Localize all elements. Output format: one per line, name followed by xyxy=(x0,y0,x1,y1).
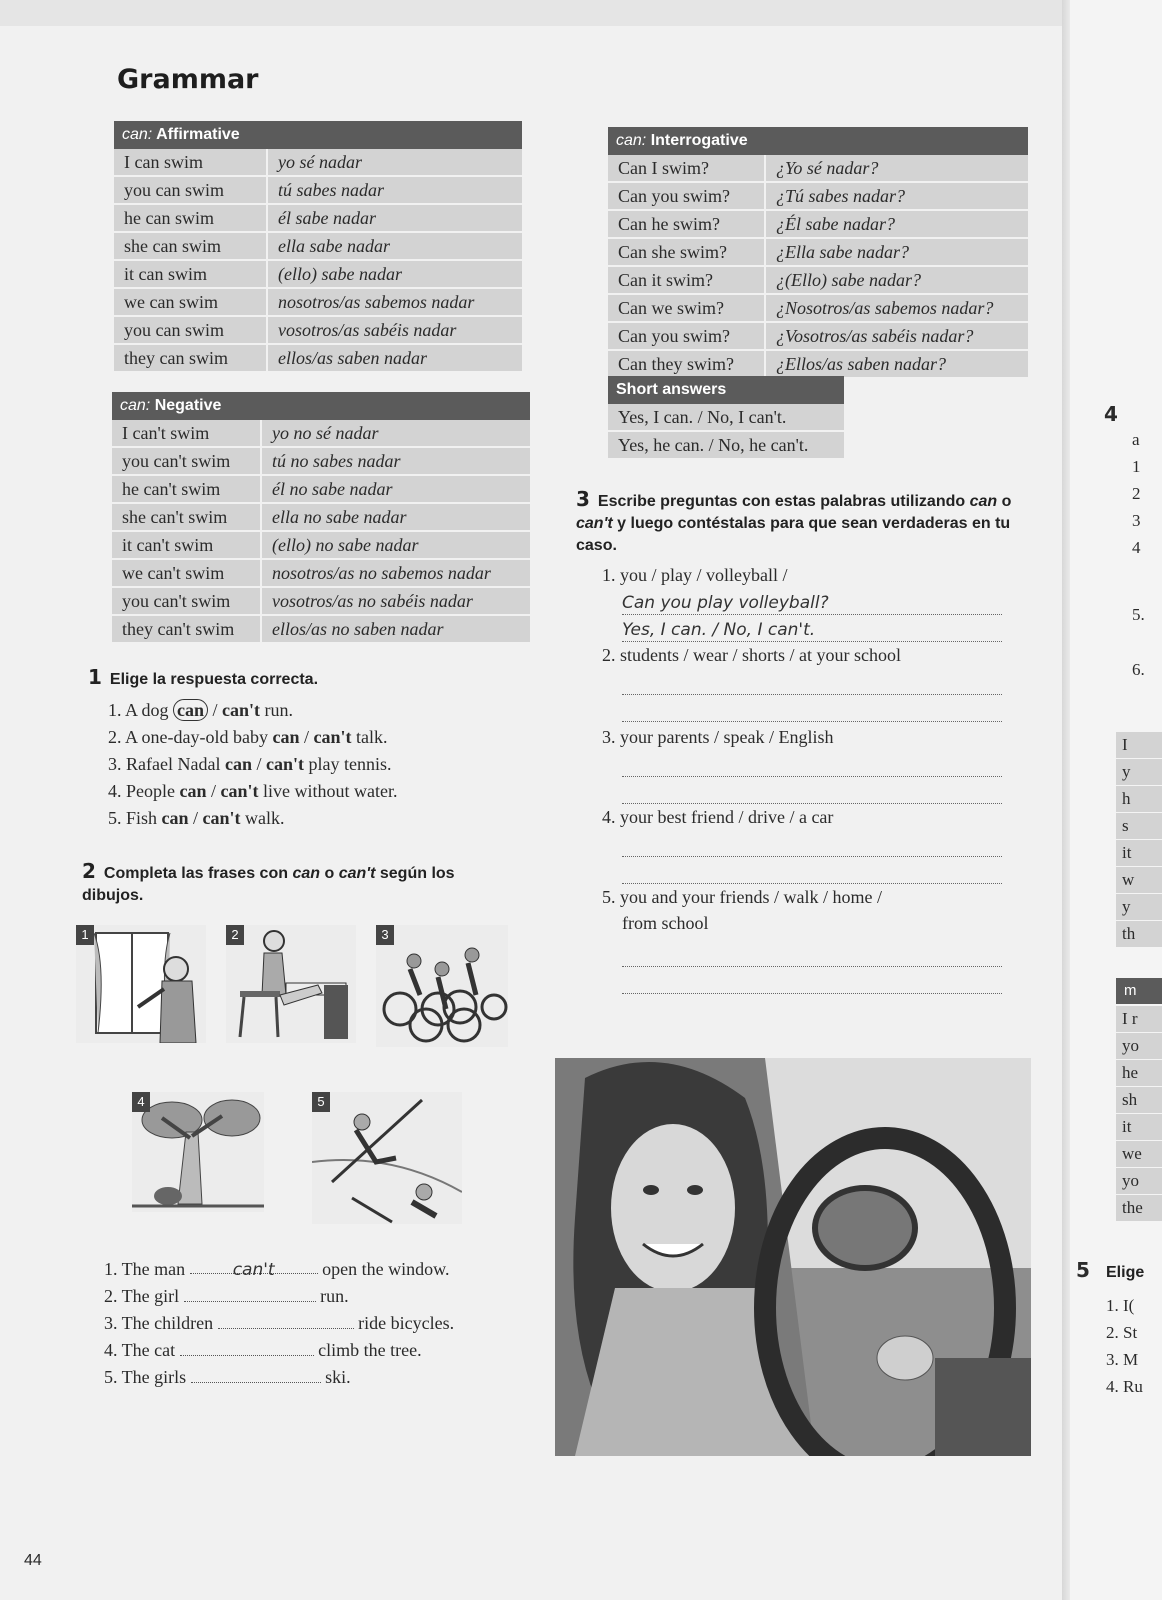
option-separator: / xyxy=(211,781,217,801)
exercise-2-list xyxy=(104,1256,524,1391)
next-page-cell: y xyxy=(1116,759,1162,785)
next-page-cell: s xyxy=(1116,813,1162,839)
tree-illustration xyxy=(132,1092,264,1212)
spanish-translation: ella sabe nadar xyxy=(267,232,522,260)
exercise-2-item xyxy=(104,1337,524,1364)
item-text: 3. Rafael Nadal xyxy=(108,754,221,774)
book-spine xyxy=(1062,0,1070,1600)
next-page-letter: 6. xyxy=(1132,660,1145,679)
answer-blank[interactable] xyxy=(184,1285,316,1302)
answer-line-answer[interactable]: Yes, I can. / No, I can't. xyxy=(622,615,1002,642)
spanish-translation: nosotros/as sabemos nadar xyxy=(267,288,522,316)
short-answer-row xyxy=(608,431,844,459)
item-text: 2. The girl xyxy=(104,1286,180,1306)
exercise-3-item xyxy=(602,642,1002,722)
page-number: 44 xyxy=(24,1552,42,1569)
picture-number: 4 xyxy=(132,1092,150,1112)
next-page-cell: sh xyxy=(1116,1087,1162,1113)
next-page-cell: y xyxy=(1116,894,1162,920)
exercise-3-item xyxy=(602,724,1002,804)
picture-5-girls-skiing xyxy=(312,1092,462,1224)
exercise-number: 2 xyxy=(82,859,96,883)
picture-number: 3 xyxy=(376,925,394,945)
exercise-1-item xyxy=(108,724,528,751)
negative-header: can: Negative xyxy=(112,392,530,420)
option-separator: / xyxy=(212,700,218,720)
affirmative-row xyxy=(114,204,522,232)
item-text-end: play tennis. xyxy=(308,754,392,774)
option-can[interactable]: can xyxy=(173,699,208,721)
next-page-letter: 3 xyxy=(1132,511,1141,530)
interrogative-row xyxy=(608,266,1028,294)
exercise-1-list xyxy=(88,697,528,832)
item-text: 5. Fish xyxy=(108,808,158,828)
english-form: it can't swim xyxy=(112,531,261,559)
next-ex5-number: 5 xyxy=(1076,1258,1090,1282)
english-form: you can swim xyxy=(114,316,267,344)
short-answer: Yes, I can. / No, I can't. xyxy=(608,404,844,431)
item-prompt: 2. students / wear / shorts / at your school xyxy=(602,645,901,665)
spanish-translation: yo no sé nadar xyxy=(261,420,530,447)
affirmative-row xyxy=(114,344,522,372)
spanish-translation: nosotros/as no sabemos nadar xyxy=(261,559,530,587)
next-page-cell: h xyxy=(1116,786,1162,812)
negative-table xyxy=(112,392,530,644)
skiing-illustration xyxy=(312,1092,462,1224)
item-text-end: ride bicycles. xyxy=(358,1313,455,1333)
option-can[interactable]: can xyxy=(161,808,189,828)
answer-line-answer[interactable] xyxy=(622,695,1002,722)
next-page-cell: yo xyxy=(1116,1033,1162,1059)
english-form: Can they swim? xyxy=(608,350,765,378)
next-ex5-item: 2. St xyxy=(1106,1323,1138,1342)
english-form: Can we swim? xyxy=(608,294,765,322)
exercise-3-instruction: 3 Escribe preguntas con estas palabras utilizando can o can't y luego contéstalas para que sean verdaderas en tu caso. xyxy=(576,487,1012,554)
interrogative-row xyxy=(608,322,1028,350)
next-ex4-number: 4 xyxy=(1104,402,1118,426)
next-page-cell: I r xyxy=(1116,1006,1162,1032)
item-prompt: 3. your parents / speak / English xyxy=(602,727,834,747)
spanish-translation: ¿Ellos/as saben nadar? xyxy=(765,350,1028,378)
option-can[interactable]: can xyxy=(224,754,252,774)
photo-girl-driving xyxy=(555,1058,1031,1456)
affirmative-row xyxy=(114,176,522,204)
english-form: you can't swim xyxy=(112,447,261,475)
answer-line-answer[interactable] xyxy=(622,967,1002,994)
interrogative-row xyxy=(608,210,1028,238)
english-form: Can he swim? xyxy=(608,210,765,238)
item-text-end: walk. xyxy=(245,808,285,828)
item-text: 2. A one-day-old baby xyxy=(108,727,268,747)
option-separator: / xyxy=(303,727,309,747)
next-page-cell: it xyxy=(1116,840,1162,866)
spanish-translation: él sabe nadar xyxy=(267,204,522,232)
spanish-translation: ¿(Ello) sabe nadar? xyxy=(765,266,1028,294)
option-separator: / xyxy=(256,754,262,774)
interrogative-row xyxy=(608,294,1028,322)
picture-4-cat-tree xyxy=(132,1092,264,1212)
item-prompt: 1. you / play / volleyball / xyxy=(602,565,788,585)
answer-line-question[interactable] xyxy=(622,830,1002,857)
exercise-1 xyxy=(88,666,528,832)
exercise-2-instruction: 2 Completa las frases con can o can't según los dibujos. xyxy=(82,859,455,904)
english-form: he can swim xyxy=(114,204,267,232)
answer-blank[interactable] xyxy=(218,1312,354,1329)
spanish-translation: (ello) no sabe nadar xyxy=(261,531,530,559)
answer-line-question[interactable] xyxy=(622,750,1002,777)
next-page-table-2 xyxy=(1116,1006,1162,1222)
item-text-end: run. xyxy=(264,700,294,720)
english-form: it can swim xyxy=(114,260,267,288)
exercise-1-item xyxy=(108,697,528,724)
next-page-letter: a xyxy=(1132,430,1140,449)
next-page-table-2-header: m xyxy=(1116,978,1162,1004)
interrogative-row xyxy=(608,238,1028,266)
item-text: 4. The cat xyxy=(104,1340,176,1360)
item-text-end: open the window. xyxy=(322,1259,450,1279)
exercise-1-item xyxy=(108,805,528,832)
spanish-translation: ¿Ella sabe nadar? xyxy=(765,238,1028,266)
option-cant[interactable]: can't xyxy=(222,700,261,720)
next-page-cell: we xyxy=(1116,1141,1162,1167)
answer-line-question[interactable] xyxy=(622,940,1002,967)
affirmative-row xyxy=(114,149,522,176)
exercise-1-item xyxy=(108,751,528,778)
item-text-end: live without water. xyxy=(263,781,398,801)
next-page-cell: I xyxy=(1116,732,1162,758)
spanish-translation: ellos/as saben nadar xyxy=(267,344,522,372)
interrogative-row xyxy=(608,182,1028,210)
spanish-translation: ella no sabe nadar xyxy=(261,503,530,531)
exercise-3-item xyxy=(602,804,1002,884)
english-form: Can she swim? xyxy=(608,238,765,266)
option-cant[interactable]: can't xyxy=(265,754,304,774)
spanish-translation: ¿Vosotros/as sabéis nadar? xyxy=(765,322,1028,350)
english-form: he can't swim xyxy=(112,475,261,503)
item-prompt-continued: from school xyxy=(622,913,709,933)
exercise-3-item xyxy=(602,884,1002,994)
spanish-translation: él no sabe nadar xyxy=(261,475,530,503)
exercise-2-item xyxy=(104,1364,524,1391)
answer-line-question[interactable]: Can you play volleyball? xyxy=(622,588,1002,615)
affirmative-row xyxy=(114,288,522,316)
spanish-translation: tú no sabes nadar xyxy=(261,447,530,475)
interrogative-row xyxy=(608,350,1028,378)
english-form: we can swim xyxy=(114,288,267,316)
exercise-1-item xyxy=(108,778,528,805)
affirmative-row xyxy=(114,316,522,344)
affirmative-row xyxy=(114,260,522,288)
english-form: they can't swim xyxy=(112,615,261,643)
option-cant[interactable]: can't xyxy=(202,808,241,828)
spanish-translation: yo sé nadar xyxy=(267,149,522,176)
affirmative-header: can: Affirmative xyxy=(114,121,522,149)
item-text-end: run. xyxy=(320,1286,349,1306)
negative-row xyxy=(112,475,530,503)
next-ex5-item: 1. I( xyxy=(1106,1296,1135,1315)
short-answer-row xyxy=(608,404,844,431)
spanish-translation: ¿Tú sabes nadar? xyxy=(765,182,1028,210)
next-page-cell: it xyxy=(1116,1114,1162,1140)
exercise-3-item xyxy=(602,562,1002,642)
picture-3-children-bicycles xyxy=(376,925,508,1047)
english-form: you can't swim xyxy=(112,587,261,615)
exercise-number: 1 xyxy=(88,665,102,689)
affirmative-row xyxy=(114,232,522,260)
answer-blank[interactable] xyxy=(180,1339,314,1356)
girl-chair-illustration xyxy=(226,925,356,1043)
spanish-translation: vosotros/as sabéis nadar xyxy=(267,316,522,344)
affirmative-table xyxy=(114,121,522,373)
answer-blank[interactable]: can't xyxy=(190,1257,318,1274)
answer-blank[interactable] xyxy=(191,1366,321,1383)
next-page-letter: 2 xyxy=(1132,484,1141,503)
spanish-translation: ¿Yo sé nadar? xyxy=(765,155,1028,182)
spanish-translation: ¿Él sabe nadar? xyxy=(765,210,1028,238)
next-page-table-1 xyxy=(1116,732,1162,948)
negative-row xyxy=(112,615,530,643)
english-form: you can swim xyxy=(114,176,267,204)
item-text: 1. A dog xyxy=(108,700,169,720)
next-ex5-item: 4. Ru xyxy=(1106,1377,1143,1396)
item-text: 4. People xyxy=(108,781,175,801)
exercise-2-item xyxy=(104,1283,524,1310)
spanish-translation: tú sabes nadar xyxy=(267,176,522,204)
girl-driving-illustration xyxy=(555,1058,1031,1456)
item-text: 1. The man xyxy=(104,1259,186,1279)
item-text-end: ski. xyxy=(325,1367,351,1387)
next-page-cell: yo xyxy=(1116,1168,1162,1194)
english-form: Can you swim? xyxy=(608,322,765,350)
english-form: she can swim xyxy=(114,232,267,260)
next-page-letter: 5. xyxy=(1132,605,1145,624)
item-text: 3. The children xyxy=(104,1313,214,1333)
next-page-cell: the xyxy=(1116,1195,1162,1221)
answer-line-answer[interactable] xyxy=(622,777,1002,804)
item-text-end: climb the tree. xyxy=(318,1340,422,1360)
short-answers-table xyxy=(608,376,844,460)
picture-2-girl-broken-leg xyxy=(226,925,356,1043)
negative-row xyxy=(112,559,530,587)
next-page-cell: w xyxy=(1116,867,1162,893)
next-page-fragment xyxy=(1070,0,1162,1600)
next-page-cell: he xyxy=(1116,1060,1162,1086)
answer-line-answer[interactable] xyxy=(622,857,1002,884)
english-form: I can swim xyxy=(114,149,267,176)
option-separator: / xyxy=(193,808,199,828)
exercise-2-item xyxy=(104,1256,524,1283)
exercise-3 xyxy=(576,488,1016,557)
negative-row xyxy=(112,503,530,531)
next-page-cell: th xyxy=(1116,921,1162,947)
spanish-translation: vosotros/as no sabéis nadar xyxy=(261,587,530,615)
interrogative-header: can: Interrogative xyxy=(608,127,1028,155)
english-form: I can't swim xyxy=(112,420,261,447)
man-window-illustration xyxy=(76,925,206,1043)
next-ex5-label: Elige xyxy=(1106,1264,1145,1281)
bicycles-illustration xyxy=(376,925,508,1047)
option-cant[interactable]: can't xyxy=(220,781,259,801)
option-cant[interactable]: can't xyxy=(313,727,352,747)
spanish-translation: (ello) sabe nadar xyxy=(267,260,522,288)
negative-row xyxy=(112,587,530,615)
interrogative-row xyxy=(608,155,1028,182)
spanish-translation: ellos/as no saben nadar xyxy=(261,615,530,643)
english-form: she can't swim xyxy=(112,503,261,531)
picture-number: 2 xyxy=(226,925,244,945)
negative-row xyxy=(112,531,530,559)
english-form: we can't swim xyxy=(112,559,261,587)
next-page-letter: 1 xyxy=(1132,457,1141,476)
item-prompt: 5. you and your friends / walk / home / xyxy=(602,887,882,907)
english-form: Can it swim? xyxy=(608,266,765,294)
option-can[interactable]: can xyxy=(272,727,300,747)
negative-row xyxy=(112,420,530,447)
picture-number: 1 xyxy=(76,925,94,945)
english-form: Can you swim? xyxy=(608,182,765,210)
spanish-translation: ¿Nosotros/as sabemos nadar? xyxy=(765,294,1028,322)
english-form: they can swim xyxy=(114,344,267,372)
short-answers-header: Short answers xyxy=(608,376,844,404)
exercise-number: 3 xyxy=(576,487,590,511)
item-text-end: talk. xyxy=(356,727,388,747)
short-answer: Yes, he can. / No, he can't. xyxy=(608,431,844,459)
negative-row xyxy=(112,447,530,475)
picture-number: 5 xyxy=(312,1092,330,1112)
next-page-letters xyxy=(1132,426,1145,683)
picture-1-man-window xyxy=(76,925,206,1043)
exercise-1-instruction: 1 Elige la respuesta correcta. xyxy=(88,665,319,689)
english-form: Can I swim? xyxy=(608,155,765,182)
item-prompt: 4. your best friend / drive / a car xyxy=(602,807,834,827)
page-title: Grammar xyxy=(117,64,259,95)
next-page-letter: 4 xyxy=(1132,538,1141,557)
next-ex5-items xyxy=(1106,1292,1143,1400)
scan-edge xyxy=(0,0,1162,26)
option-can[interactable]: can xyxy=(179,781,207,801)
exercise-2-item xyxy=(104,1310,524,1337)
answer-line-question[interactable] xyxy=(622,668,1002,695)
interrogative-table xyxy=(608,127,1028,379)
item-text: 5. The girls xyxy=(104,1367,187,1387)
next-ex5-item: 3. M xyxy=(1106,1350,1139,1369)
